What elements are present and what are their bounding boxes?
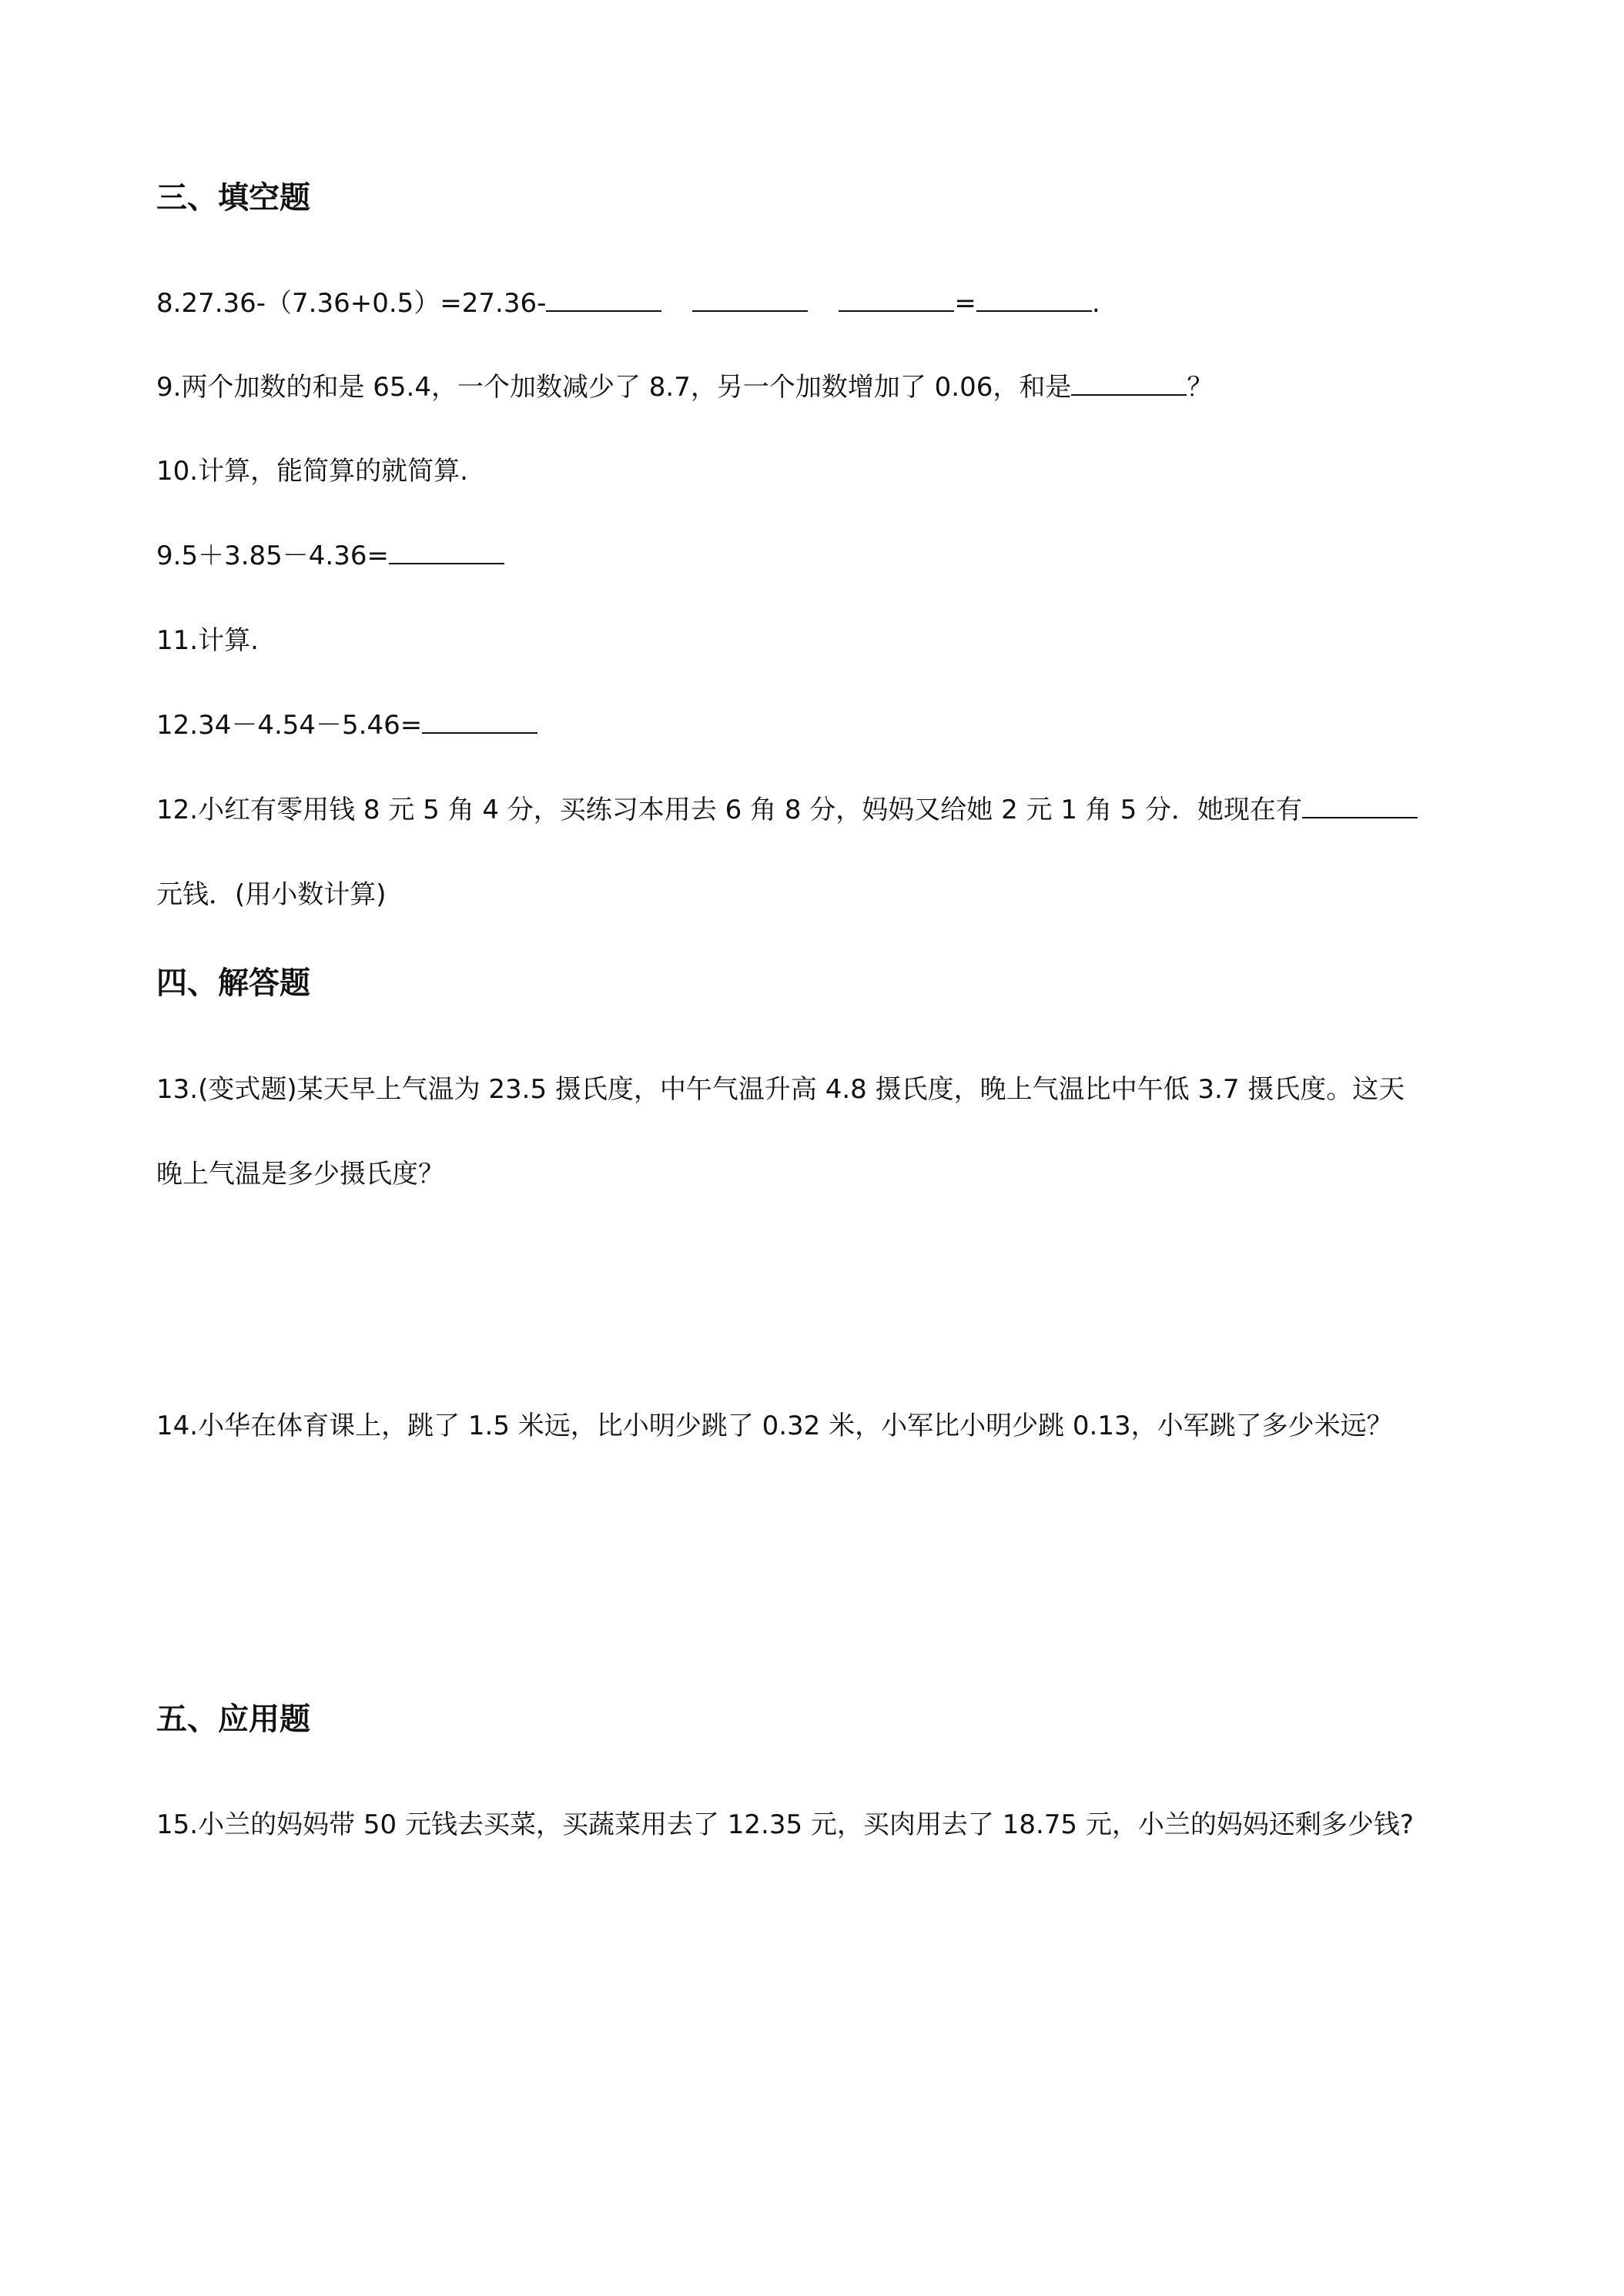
question-15: 15.小兰的妈妈带 50 元钱去买菜，买蔬菜用去了 12.35 元，买肉用去了 18.75 元，小兰的妈妈还剩多少钱? xyxy=(156,1809,1414,1840)
answer-blank[interactable] xyxy=(692,287,808,312)
question-10: 10.计算，能简算的就简算. xyxy=(156,456,468,487)
answer-blank[interactable] xyxy=(839,287,954,312)
question-9 xyxy=(156,370,1213,404)
question-8 xyxy=(156,286,1100,320)
question-11: 11.计算. xyxy=(156,625,259,656)
question-11-expression xyxy=(156,708,537,742)
section-heading-answer: 四、解答题 xyxy=(156,966,310,1001)
question-12-text: 12.小红有零用钱 8 元 5 角 4 分，买练习本用去 6 角 8 分，妈妈又给她 2 元 1 角 5 分．她现在有 xyxy=(156,795,1303,825)
question-13: 13.(变式题)某天早上气温为 23.5 摄氏度，中午气温升高 4.8 摄氏度，晚上气温比中午低 3.7 摄氏度。这天 xyxy=(156,1074,1405,1105)
period: . xyxy=(1091,288,1100,319)
section-heading-application: 五、应用题 xyxy=(156,1702,310,1737)
answer-blank[interactable] xyxy=(1302,794,1418,818)
question-8-text: 8.27.36-（7.36+0.5）=27.36- xyxy=(156,288,547,319)
question-12 xyxy=(156,793,1418,827)
question-12-continued: 元钱．(用小数计算) xyxy=(156,879,387,910)
answer-blank[interactable] xyxy=(546,287,661,312)
answer-blank[interactable] xyxy=(1071,371,1187,396)
question-9-text: 9.两个加数的和是 65.4，一个加数减少了 8.7，另一个加数增加了 0.06，和是 xyxy=(156,372,1072,403)
question-14: 14.小华在体育课上，跳了 1.5 米远，比小明少跳了 0.32 米，小军比小明少跳 0.13，小军跳了多少米远？ xyxy=(156,1411,1393,1441)
section-heading-fill-in: 三、填空题 xyxy=(156,180,310,216)
answer-blank[interactable] xyxy=(976,287,1092,312)
answer-blank[interactable] xyxy=(389,540,504,564)
answer-blank[interactable] xyxy=(422,709,537,734)
question-mark: ？ xyxy=(1187,372,1214,403)
question-10-expression xyxy=(156,539,504,573)
equals-sign: = xyxy=(954,288,976,319)
question-13-continued: 晚上气温是多少摄氏度？ xyxy=(156,1159,444,1190)
expression-text: 12.34－4.54－5.46= xyxy=(156,710,423,741)
expression-text: 9.5＋3.85－4.36= xyxy=(156,541,389,571)
